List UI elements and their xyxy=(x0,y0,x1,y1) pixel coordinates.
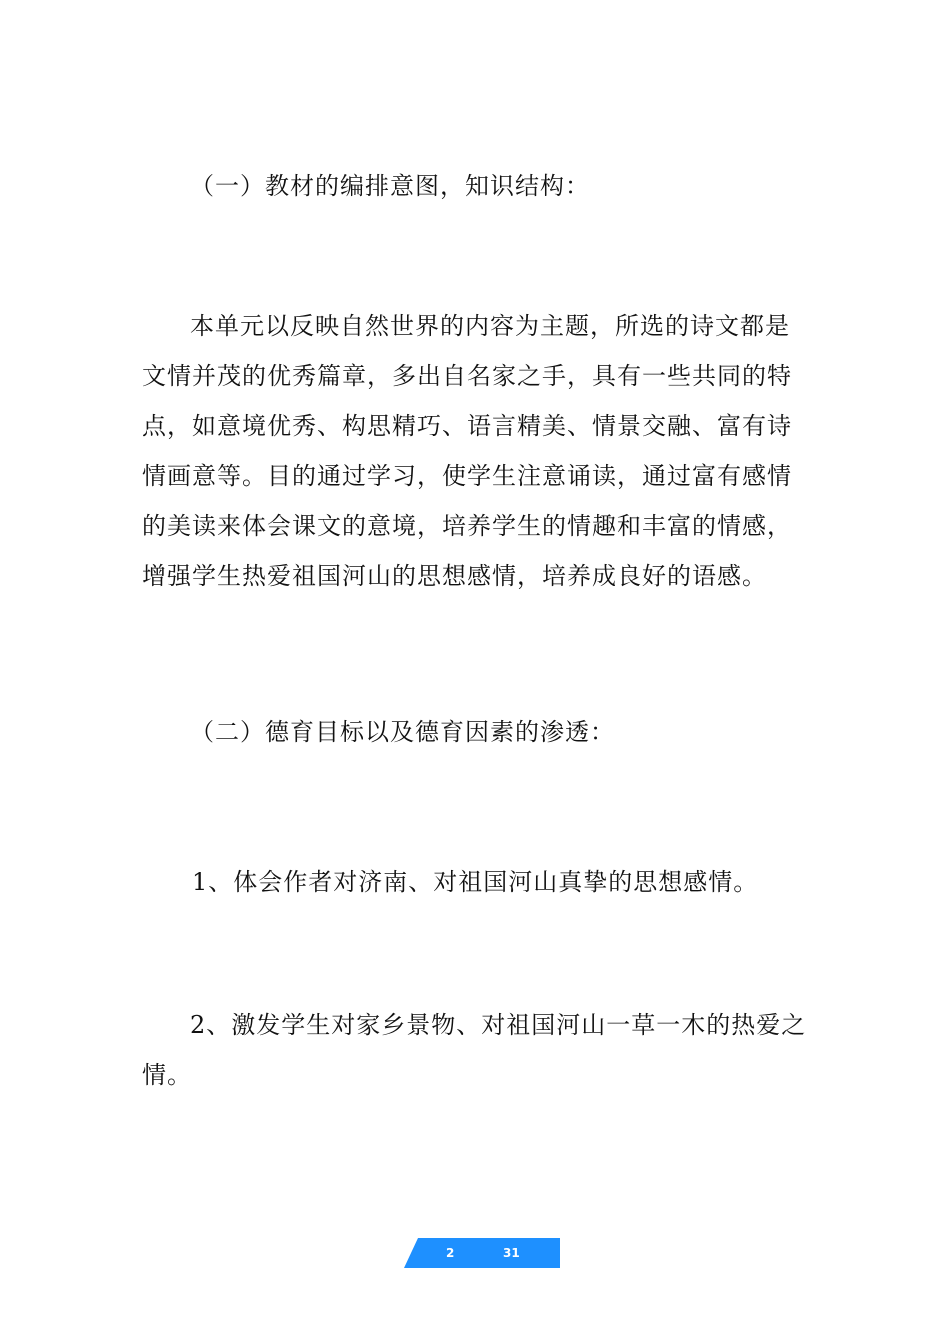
page-number: 2 xyxy=(446,1246,455,1260)
section2-heading: （二）德育目标以及德育因素的渗透： xyxy=(190,718,615,746)
page-number-banner xyxy=(404,1238,560,1268)
section1-paragraph-line: 点，如意境优秀、构思精巧、语言精美、情景交融、富有诗 xyxy=(142,412,792,440)
section1-paragraph-line: 情画意等。目的通过学习，使学生注意诵读，通过富有感情 xyxy=(142,462,792,490)
page-total: 31 xyxy=(503,1246,520,1260)
section1-paragraph-line: 本单元以反映自然世界的内容为主题，所选的诗文都是 xyxy=(190,312,790,340)
section2-item-2-line: 2、激发学生对家乡景物、对祖国河山一草一木的热爱之 xyxy=(190,1011,807,1039)
section1-heading: （一）教材的编排意图，知识结构： xyxy=(190,172,590,200)
section2-item-2-line: 情。 xyxy=(142,1061,192,1089)
section1-paragraph-line: 文情并茂的优秀篇章，多出自名家之手，具有一些共同的特 xyxy=(142,362,792,390)
section1-paragraph-line: 的美读来体会课文的意境，培养学生的情趣和丰富的情感， xyxy=(142,512,792,540)
page-footer xyxy=(404,1238,560,1268)
section1-paragraph-line: 增强学生热爱祖国河山的思想感情，培养成良好的语感。 xyxy=(142,562,767,590)
section2-item-1: 1、体会作者对济南、对祖国河山真挚的思想感情。 xyxy=(192,868,759,896)
